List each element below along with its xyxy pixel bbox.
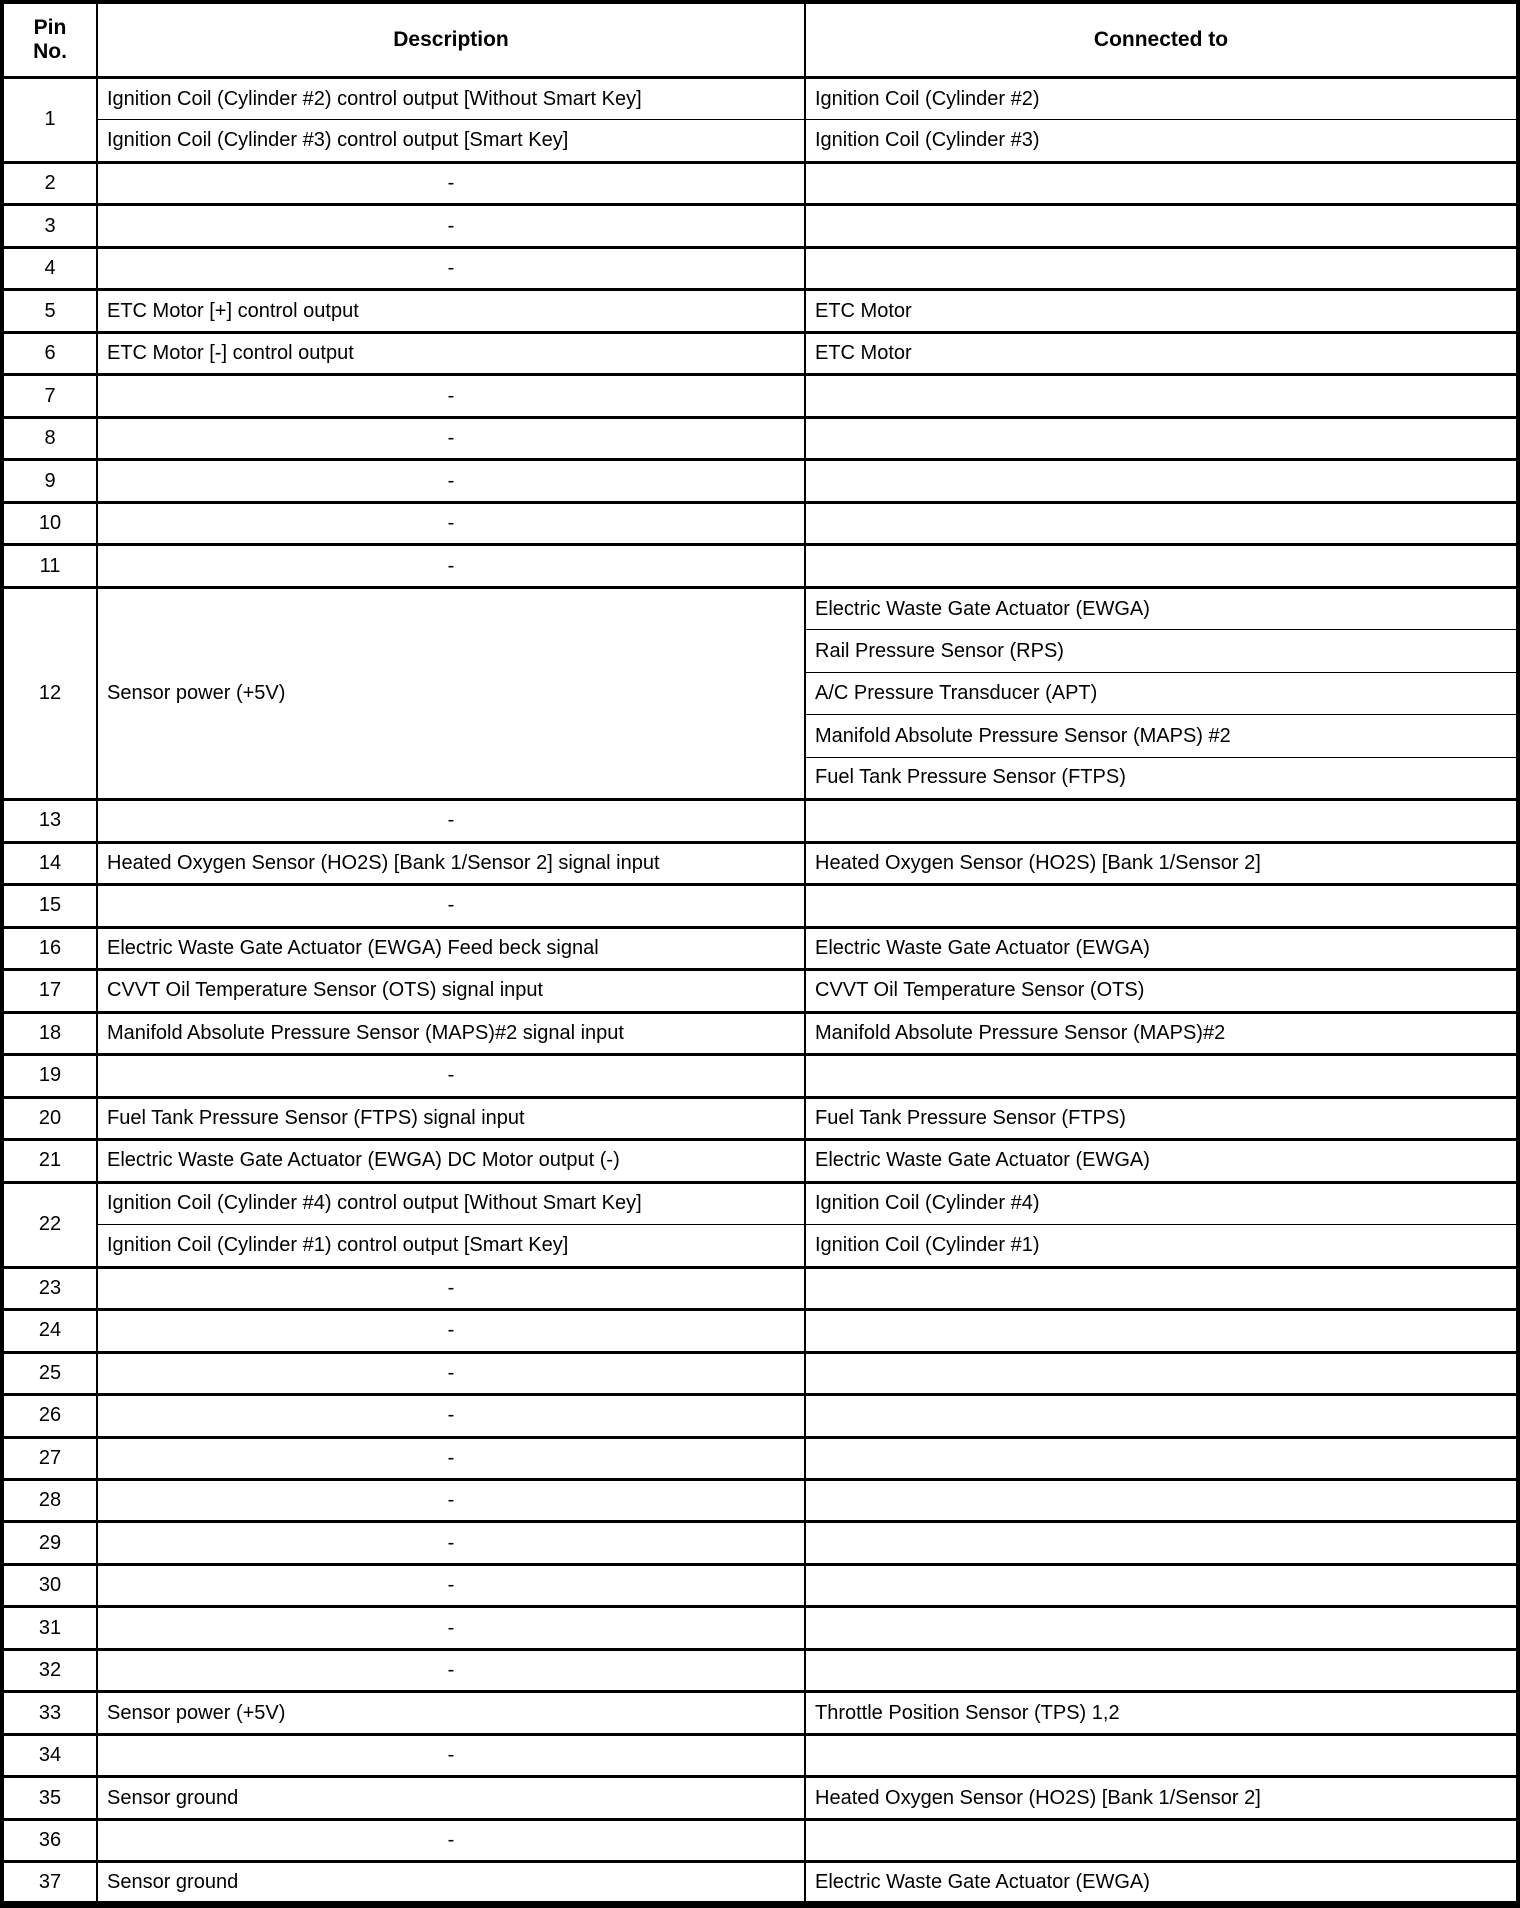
connected-to-cell: ETC Motor xyxy=(805,290,1518,332)
pin-row xyxy=(2,78,1518,120)
description-cell: Ignition Coil (Cylinder #1) control output [Smart Key] xyxy=(97,1225,805,1267)
pin-row xyxy=(2,1182,1518,1224)
connected-to-cell xyxy=(805,1607,1518,1649)
pin-row xyxy=(2,460,1518,502)
connected-to-cell xyxy=(805,800,1518,842)
connected-to-cell: Heated Oxygen Sensor (HO2S) [Bank 1/Sensor 2] xyxy=(805,1777,1518,1819)
description-cell: ETC Motor [+] control output xyxy=(97,290,805,332)
pin-number-cell: 20 xyxy=(2,1097,97,1139)
connected-to-cell: Electric Waste Gate Actuator (EWGA) xyxy=(805,1862,1518,1905)
description-cell: - xyxy=(97,545,805,587)
description-cell: - xyxy=(97,162,805,204)
description-cell: - xyxy=(97,1055,805,1097)
pin-row xyxy=(2,1225,1518,1267)
pin-row xyxy=(2,1692,1518,1734)
description-cell: - xyxy=(97,502,805,544)
description-cell: Heated Oxygen Sensor (HO2S) [Bank 1/Sensor 2] signal input xyxy=(97,842,805,884)
pin-row xyxy=(2,1479,1518,1521)
connected-to-cell xyxy=(805,1055,1518,1097)
connected-to-cell: Manifold Absolute Pressure Sensor (MAPS) #2 xyxy=(805,715,1518,757)
header-pin-line1: Pin xyxy=(33,15,67,39)
pin-row xyxy=(2,1819,1518,1861)
pin-row xyxy=(2,1140,1518,1182)
pin-number-cell: 17 xyxy=(2,970,97,1012)
connected-to-cell: Rail Pressure Sensor (RPS) xyxy=(805,630,1518,672)
pin-row xyxy=(2,842,1518,884)
connected-to-cell xyxy=(805,247,1518,289)
connected-to-cell xyxy=(805,1649,1518,1691)
description-cell: Sensor power (+5V) xyxy=(97,587,805,799)
pin-number-cell: 27 xyxy=(2,1437,97,1479)
connected-to-cell xyxy=(805,1310,1518,1352)
description-cell: CVVT Oil Temperature Sensor (OTS) signal input xyxy=(97,970,805,1012)
pin-number-cell: 23 xyxy=(2,1267,97,1309)
description-cell: - xyxy=(97,247,805,289)
connected-to-cell: Heated Oxygen Sensor (HO2S) [Bank 1/Sensor 2] xyxy=(805,842,1518,884)
pin-number-cell: 1 xyxy=(2,78,97,163)
connected-to-cell xyxy=(805,205,1518,247)
pin-row xyxy=(2,290,1518,332)
pin-row xyxy=(2,885,1518,927)
description-cell: ETC Motor [-] control output xyxy=(97,332,805,374)
connected-to-cell xyxy=(805,417,1518,459)
connected-to-cell: Ignition Coil (Cylinder #4) xyxy=(805,1182,1518,1224)
connected-to-cell: Electric Waste Gate Actuator (EWGA) xyxy=(805,927,1518,969)
pin-row xyxy=(2,1395,1518,1437)
description-cell: - xyxy=(97,1522,805,1564)
pin-row xyxy=(2,1649,1518,1691)
table-body xyxy=(2,78,1518,1905)
connected-to-cell xyxy=(805,885,1518,927)
connected-to-cell xyxy=(805,1564,1518,1606)
pin-row xyxy=(2,927,1518,969)
connected-to-cell xyxy=(805,545,1518,587)
connected-to-cell xyxy=(805,1395,1518,1437)
connected-to-cell xyxy=(805,1479,1518,1521)
pin-number-cell: 25 xyxy=(2,1352,97,1394)
pin-number-cell: 2 xyxy=(2,162,97,204)
connected-to-cell: Electric Waste Gate Actuator (EWGA) xyxy=(805,587,1518,629)
pin-number-cell: 19 xyxy=(2,1055,97,1097)
pin-number-cell: 18 xyxy=(2,1012,97,1054)
description-cell: - xyxy=(97,1479,805,1521)
description-cell: - xyxy=(97,1819,805,1861)
connected-to-cell xyxy=(805,1522,1518,1564)
pin-number-cell: 35 xyxy=(2,1777,97,1819)
pin-row xyxy=(2,247,1518,289)
connected-to-cell: Throttle Position Sensor (TPS) 1,2 xyxy=(805,1692,1518,1734)
description-cell: Sensor ground xyxy=(97,1862,805,1905)
pin-number-cell: 29 xyxy=(2,1522,97,1564)
connected-to-cell xyxy=(805,460,1518,502)
pin-number-cell: 37 xyxy=(2,1862,97,1905)
connected-to-cell xyxy=(805,162,1518,204)
description-cell: Ignition Coil (Cylinder #4) control output [Without Smart Key] xyxy=(97,1182,805,1224)
pin-row xyxy=(2,1734,1518,1776)
connected-to-cell: Ignition Coil (Cylinder #3) xyxy=(805,120,1518,162)
description-cell: Ignition Coil (Cylinder #3) control output [Smart Key] xyxy=(97,120,805,162)
pin-number-cell: 22 xyxy=(2,1182,97,1267)
pin-row xyxy=(2,1012,1518,1054)
description-cell: - xyxy=(97,1352,805,1394)
pin-number-cell: 13 xyxy=(2,800,97,842)
table-header xyxy=(2,2,1518,78)
pin-row xyxy=(2,1862,1518,1905)
connected-to-cell xyxy=(805,1267,1518,1309)
pin-row xyxy=(2,1607,1518,1649)
connected-to-cell xyxy=(805,375,1518,417)
connected-to-cell: CVVT Oil Temperature Sensor (OTS) xyxy=(805,970,1518,1012)
pin-number-cell: 33 xyxy=(2,1692,97,1734)
connected-to-cell xyxy=(805,1734,1518,1776)
pin-row xyxy=(2,1522,1518,1564)
pin-number-cell: 6 xyxy=(2,332,97,374)
connected-to-cell: Manifold Absolute Pressure Sensor (MAPS)#2 xyxy=(805,1012,1518,1054)
header-pin-line2: No. xyxy=(33,40,67,63)
description-cell: - xyxy=(97,1607,805,1649)
pin-row xyxy=(2,205,1518,247)
pin-number-cell: 8 xyxy=(2,417,97,459)
description-cell: - xyxy=(97,1564,805,1606)
pin-row xyxy=(2,1055,1518,1097)
pin-number-cell: 10 xyxy=(2,502,97,544)
pin-number-cell: 3 xyxy=(2,205,97,247)
description-cell: - xyxy=(97,375,805,417)
pin-row xyxy=(2,1437,1518,1479)
connected-to-cell: Ignition Coil (Cylinder #1) xyxy=(805,1225,1518,1267)
header-description: Description xyxy=(97,2,805,78)
description-cell: - xyxy=(97,205,805,247)
pin-row xyxy=(2,1777,1518,1819)
pin-row xyxy=(2,970,1518,1012)
pin-row xyxy=(2,1267,1518,1309)
pin-row xyxy=(2,545,1518,587)
description-cell: Fuel Tank Pressure Sensor (FTPS) signal input xyxy=(97,1097,805,1139)
pin-row xyxy=(2,417,1518,459)
pin-number-cell: 32 xyxy=(2,1649,97,1691)
pin-number-cell: 34 xyxy=(2,1734,97,1776)
pin-number-cell: 7 xyxy=(2,375,97,417)
description-cell: - xyxy=(97,800,805,842)
pin-number-cell: 11 xyxy=(2,545,97,587)
pin-number-cell: 12 xyxy=(2,587,97,799)
pin-number-cell: 21 xyxy=(2,1140,97,1182)
pin-row xyxy=(2,1097,1518,1139)
pin-row xyxy=(2,120,1518,162)
pin-number-cell: 30 xyxy=(2,1564,97,1606)
pin-number-cell: 9 xyxy=(2,460,97,502)
pin-row xyxy=(2,800,1518,842)
connected-to-cell: Fuel Tank Pressure Sensor (FTPS) xyxy=(805,1097,1518,1139)
pin-row xyxy=(2,1310,1518,1352)
pin-number-cell: 5 xyxy=(2,290,97,332)
description-cell: - xyxy=(97,417,805,459)
pin-number-cell: 28 xyxy=(2,1479,97,1521)
connected-to-cell: ETC Motor xyxy=(805,332,1518,374)
description-cell: - xyxy=(97,460,805,502)
header-connected-to: Connected to xyxy=(805,2,1518,78)
pin-number-cell: 4 xyxy=(2,247,97,289)
description-cell: Electric Waste Gate Actuator (EWGA) DC Motor output (-) xyxy=(97,1140,805,1182)
header-pin-no xyxy=(2,2,97,78)
header-row xyxy=(2,2,1518,78)
pin-number-cell: 26 xyxy=(2,1395,97,1437)
pin-row xyxy=(2,502,1518,544)
pin-number-cell: 15 xyxy=(2,885,97,927)
connected-to-cell: Electric Waste Gate Actuator (EWGA) xyxy=(805,1140,1518,1182)
description-cell: - xyxy=(97,1437,805,1479)
description-cell: Sensor power (+5V) xyxy=(97,1692,805,1734)
pin-row xyxy=(2,1352,1518,1394)
connected-to-cell xyxy=(805,1352,1518,1394)
pin-row xyxy=(2,1564,1518,1606)
connected-to-cell: A/C Pressure Transducer (APT) xyxy=(805,672,1518,714)
connected-to-cell xyxy=(805,502,1518,544)
pin-number-cell: 36 xyxy=(2,1819,97,1861)
connected-to-cell: Ignition Coil (Cylinder #2) xyxy=(805,78,1518,120)
description-cell: Manifold Absolute Pressure Sensor (MAPS)#2 signal input xyxy=(97,1012,805,1054)
description-cell: Electric Waste Gate Actuator (EWGA) Feed beck signal xyxy=(97,927,805,969)
connected-to-cell xyxy=(805,1819,1518,1861)
pin-number-cell: 16 xyxy=(2,927,97,969)
pin-number-cell: 24 xyxy=(2,1310,97,1352)
description-cell: - xyxy=(97,1395,805,1437)
description-cell: - xyxy=(97,1649,805,1691)
pin-row xyxy=(2,332,1518,374)
pin-row xyxy=(2,162,1518,204)
pin-row xyxy=(2,587,1518,629)
description-cell: - xyxy=(97,885,805,927)
description-cell: - xyxy=(97,1310,805,1352)
description-cell: Ignition Coil (Cylinder #2) control output [Without Smart Key] xyxy=(97,78,805,120)
connected-to-cell: Fuel Tank Pressure Sensor (FTPS) xyxy=(805,757,1518,799)
description-cell: - xyxy=(97,1734,805,1776)
pin-number-cell: 31 xyxy=(2,1607,97,1649)
pin-number-cell: 14 xyxy=(2,842,97,884)
description-cell: - xyxy=(97,1267,805,1309)
description-cell: Sensor ground xyxy=(97,1777,805,1819)
pin-row xyxy=(2,375,1518,417)
connected-to-cell xyxy=(805,1437,1518,1479)
